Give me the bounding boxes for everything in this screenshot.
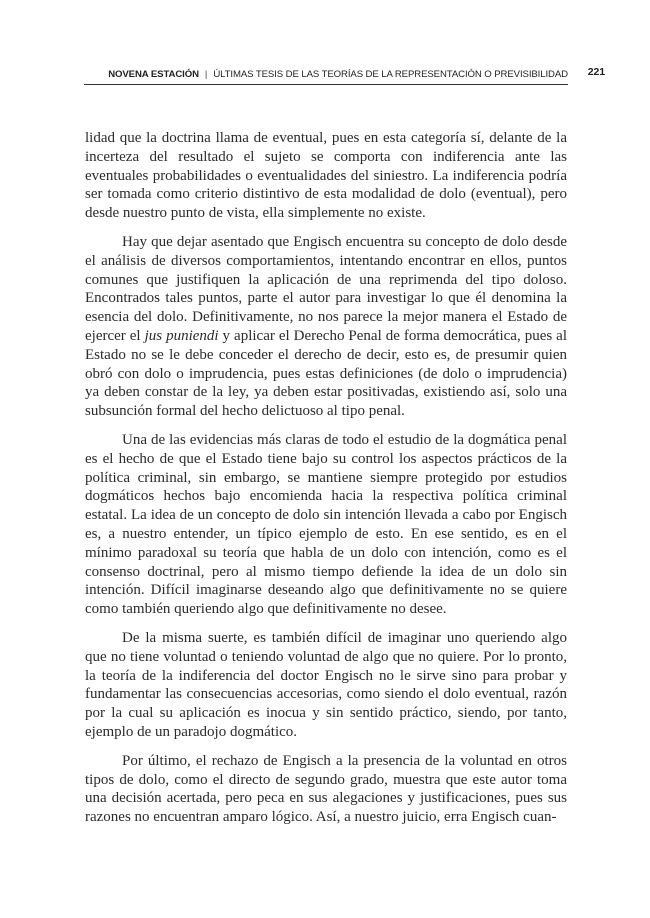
chapter-title: ÚLTIMAS TESIS DE LAS TEORÍAS DE LA REPRESENTACIÓN O PREVISIBILIDAD: [213, 68, 568, 80]
paragraph-2: [85, 233, 567, 421]
paragraph-3: Una de las evidencias más claras de todo el estudio de la dogmática penal es el hecho de que el Estado tiene bajo su control los aspectos prácticos de la política criminal, sin embargo, se mantiene siempre protegido por estudios dogmáticos hechos bajo encomienda hacia la respectiva política criminal estatal. La idea de un concepto de dolo sin intención llevada a cabo por Engisch es, a nuestro entender, un típico ejemplo de esto. En ese sentido, es en el mínimo paradoxal su teoría que habla de un dolo con intención, como es el consenso doctrinal, pero al mismo tiempo defiende la idea de un dolo sin intención. Difícil imaginarse deseando algo que definitivamente no se quiere como también queriendo algo que definitivamente no desee.: [85, 431, 567, 618]
paragraph-1: lidad que la doctrina llama de eventual, pues en esta categoría sí, delante de la incerteza del resultado el sujeto se comporta con indiferencia ante las eventuales probabilidades o eventualidades del siniestro. La indiferencia podría ser tomada como criterio distintivo de esta modalidad de dolo (eventual), pero desde nuestro punto de vista, ella simplemente no existe.: [85, 130, 567, 222]
paragraph-5: Por último, el rechazo de Engisch a la presencia de la voluntad en otros tipos de dolo, como el directo de segundo grado, muestra que este autor toma una decisión acertada, pero peca en sus alegaciones y justificaciones, pues sus razones no encuentran amparo lógico. Así, a nuestro juicio, erra Engisch cuan-: [85, 752, 567, 826]
running-header: [84, 66, 605, 82]
paragraph-2-start: Hay que dejar asentado que Engisch encuentra su concepto de dolo desde el análisis de diversos comportamientos, intentando encontrar en ellos, puntos comunes que justifiquen la aplicación de una reprimenda del tipo doloso. Encontrados tales puntos, parte el autor para investigar lo que él denomina la esencia del dolo. Definitivamente, no nos parece la mejor manera el Estado de ejercer el: [85, 233, 567, 344]
header-separator: |: [204, 68, 208, 80]
paragraph-2-end: y aplicar el Derecho Penal de forma democrática, pues al Estado no se le debe conceder el derecho de decir, esto es, de presumir quien obró con dolo o imprudencia, pues estas definiciones (de dolo o imprudencia) ya deben constar de la ley, ya deben estar positivadas, existiendo así, solo una subsunción formal del hecho delictuoso al tipo penal.: [85, 327, 567, 420]
body-text: [85, 129, 567, 837]
page-number: 221: [587, 66, 605, 78]
paragraph-4: De la misma suerte, es también difícil de imaginar uno queriendo algo que no tiene voluntad o teniendo voluntad de algo que no quiere. Por lo pronto, la teoría de la indiferencia del doctor Engisch no le sirve sino para probar y fundamentar las consecuencias accesorias, como siendo el dolo eventual, razón por la cual su aplicación es inocua y sin sentido práctico, siendo, por tanto, ejemplo de un paradojo dogmático.: [85, 629, 567, 740]
chapter-label: NOVENA ESTACIÓN: [108, 68, 199, 80]
latin-term: jus puniendi: [144, 327, 219, 344]
header-rule: [84, 84, 568, 85]
